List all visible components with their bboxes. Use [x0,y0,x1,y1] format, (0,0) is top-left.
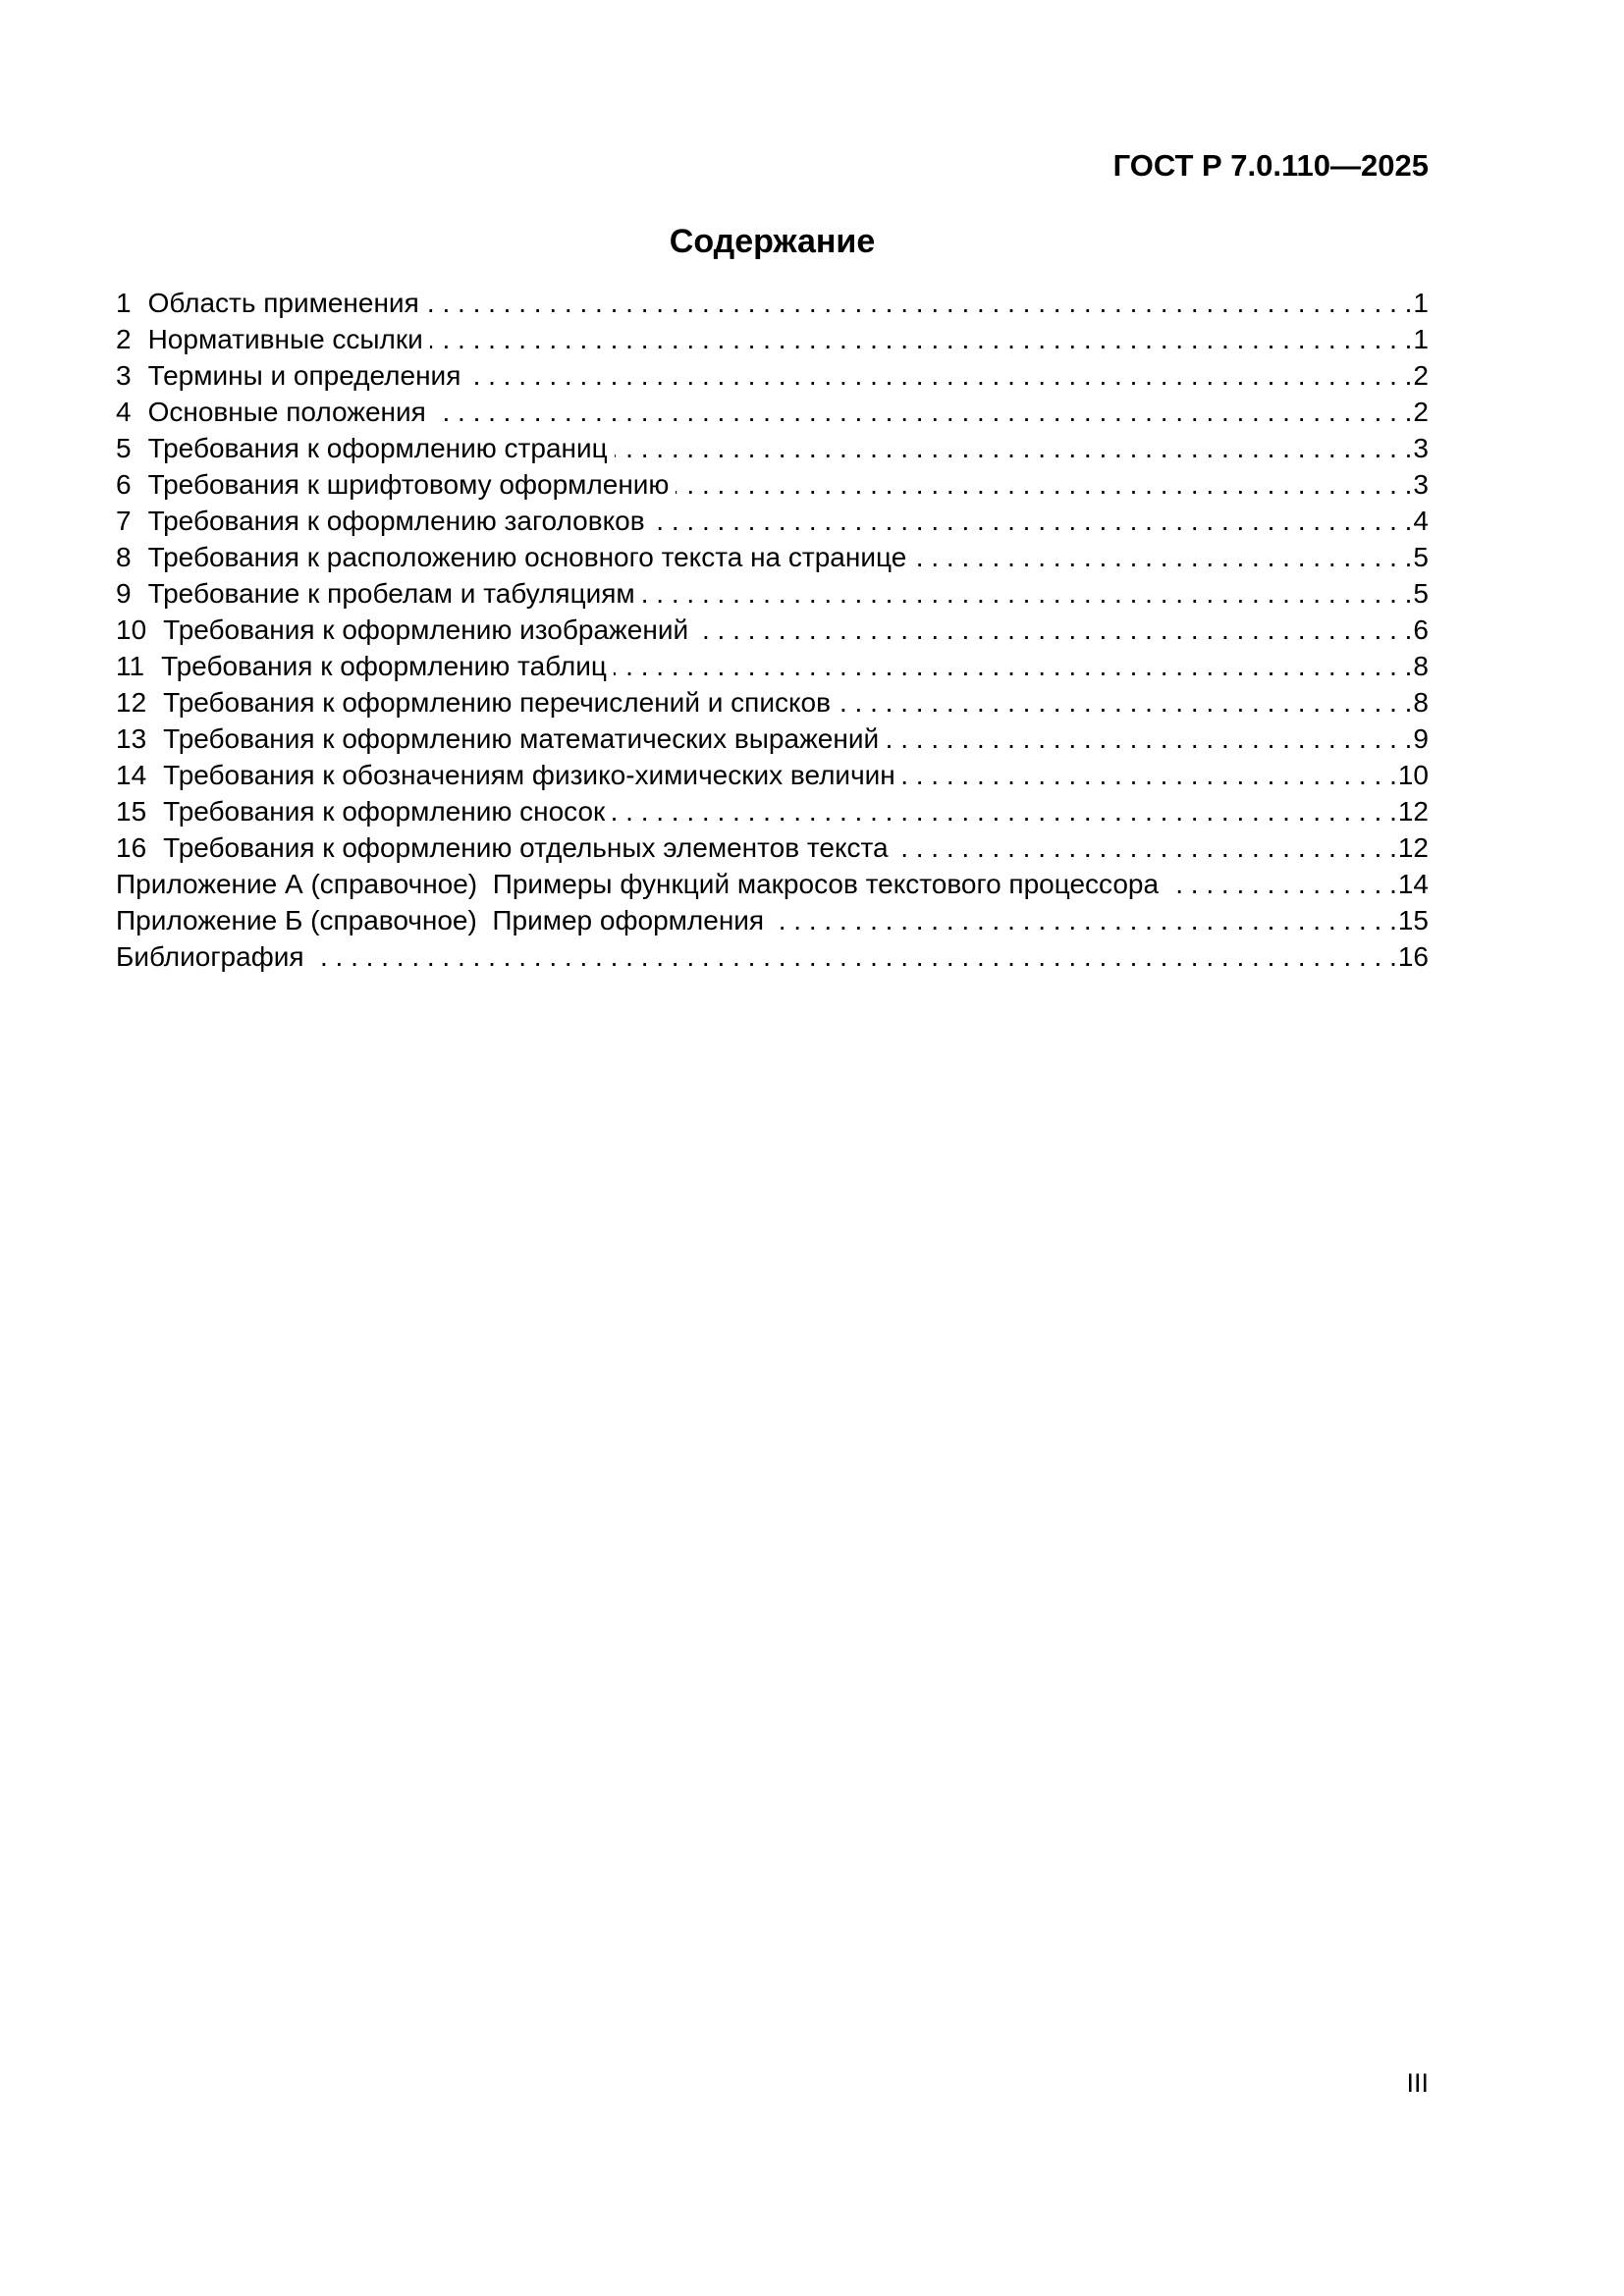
toc-entry-label: Нормативные ссылки [147,324,423,354]
page-title: Содержание [669,223,876,260]
toc-entry-label: Требования к оформлению перечислений и списков [163,687,831,718]
dot-leader [895,829,1397,866]
toc-entry-number: 7 [116,506,132,536]
toc-entry [116,575,1429,612]
dot-leader [886,721,1412,757]
toc-entry-page: 3 [1413,433,1429,463]
toc-entry-page: 12 [1397,832,1429,863]
toc-entry-number: 3 [116,360,132,391]
dot-leader [902,757,1397,793]
toc-entry [116,503,1429,539]
toc-entry-number: 4 [116,397,132,427]
toc [116,285,1429,975]
dot-leader [838,684,1412,721]
toc-entry [116,757,1429,793]
dot-leader [615,430,1413,466]
toc-entry-label: Основные положения [147,397,426,427]
toc-entry [116,938,1429,975]
toc-entry-page: 12 [1397,796,1429,827]
dot-leader [913,539,1412,575]
toc-entry [116,793,1429,829]
toc-entry-label: Требования к обозначениям физико-химических величин [163,760,895,790]
toc-entry [116,648,1429,684]
toc-entry-number: 16 [116,832,147,863]
toc-entry-page: 2 [1413,397,1429,427]
toc-entry-label: Приложение А (справочное) Примеры функций макросов текстового процессора [116,869,1160,899]
toc-entry-number: 6 [116,469,132,500]
toc-entry-number: 2 [116,324,132,354]
toc-entry [116,321,1429,357]
toc-entry-page: 3 [1413,469,1429,500]
toc-entry [116,539,1429,575]
toc-entry-label: Библиография [116,941,304,972]
toc-entry-page: 1 [1413,324,1429,354]
toc-entry-label: Требования к оформлению сносок [163,796,606,827]
toc-entry-number: 9 [116,578,132,609]
toc-entry [116,394,1429,430]
toc-entry [116,357,1429,394]
toc-entry [116,902,1429,938]
dot-leader [433,394,1413,430]
dot-leader [1165,866,1397,902]
toc-entry [116,721,1429,757]
toc-entry-label: Требования к оформлению таблиц [161,651,607,681]
toc-entry-page: 4 [1413,506,1429,536]
toc-entry [116,430,1429,466]
toc-entry-number: 15 [116,796,147,827]
toc-entry-number: 12 [116,687,147,718]
dot-leader [311,938,1397,975]
toc-entry [116,466,1429,503]
toc-entry [116,612,1429,648]
toc-entry-label: Приложение Б (справочное) Пример оформления [116,905,765,935]
toc-entry [116,866,1429,902]
dot-leader [771,902,1397,938]
document-code-header: ГОСТ Р 7.0.110—2025 [1112,148,1429,183]
toc-entry-label: Требования к оформлению изображений [163,614,689,645]
dot-leader [652,503,1413,539]
toc-entry-page: 1 [1413,288,1429,318]
toc-entry-page: 9 [1413,723,1429,754]
footer-page-number: III [1406,2068,1429,2098]
toc-entry-number: 1 [116,288,132,318]
toc-entry [116,684,1429,721]
toc-entry-number: 5 [116,433,132,463]
toc-entry-number: 8 [116,542,132,572]
toc-entry [116,285,1429,321]
toc-entry-page: 2 [1413,360,1429,391]
toc-entry-label: Требования к оформлению математических выражений [163,723,880,754]
toc-entry-label: Требования к шрифтовому оформлению [147,469,670,500]
dot-leader [614,648,1412,684]
toc-entry-label: Требования к оформлению заголовков [147,506,645,536]
toc-entry-page: 8 [1413,687,1429,718]
dot-leader [430,321,1413,357]
toc-entry-number: 11 [116,651,145,681]
dot-leader [642,575,1413,612]
toc-entry [116,829,1429,866]
toc-entry-page: 16 [1397,941,1429,972]
toc-entry-page: 6 [1413,614,1429,645]
toc-entry-page: 8 [1413,651,1429,681]
toc-entry-page: 5 [1413,578,1429,609]
toc-entry-label: Термины и определения [147,360,461,391]
dot-leader [426,285,1413,321]
dot-leader [467,357,1412,394]
toc-entry-page: 15 [1397,905,1429,935]
toc-entry-label: Требования к оформлению отдельных элементов текста [163,832,889,863]
toc-entry-label: Требование к пробелам и табуляциям [147,578,635,609]
toc-entry-label: Область применения [147,288,419,318]
toc-entry-number: 14 [116,760,147,790]
toc-entry-page: 5 [1413,542,1429,572]
toc-entry-number: 13 [116,723,147,754]
toc-entry-page: 10 [1397,760,1429,790]
dot-leader [612,793,1397,829]
toc-entry-label: Требования к оформлению страниц [147,433,608,463]
toc-entry-label: Требования к расположению основного текста на странице [147,542,907,572]
dot-leader [676,466,1412,503]
toc-entry-page: 14 [1397,869,1429,899]
toc-entry-number: 10 [116,614,147,645]
dot-leader [695,612,1412,648]
